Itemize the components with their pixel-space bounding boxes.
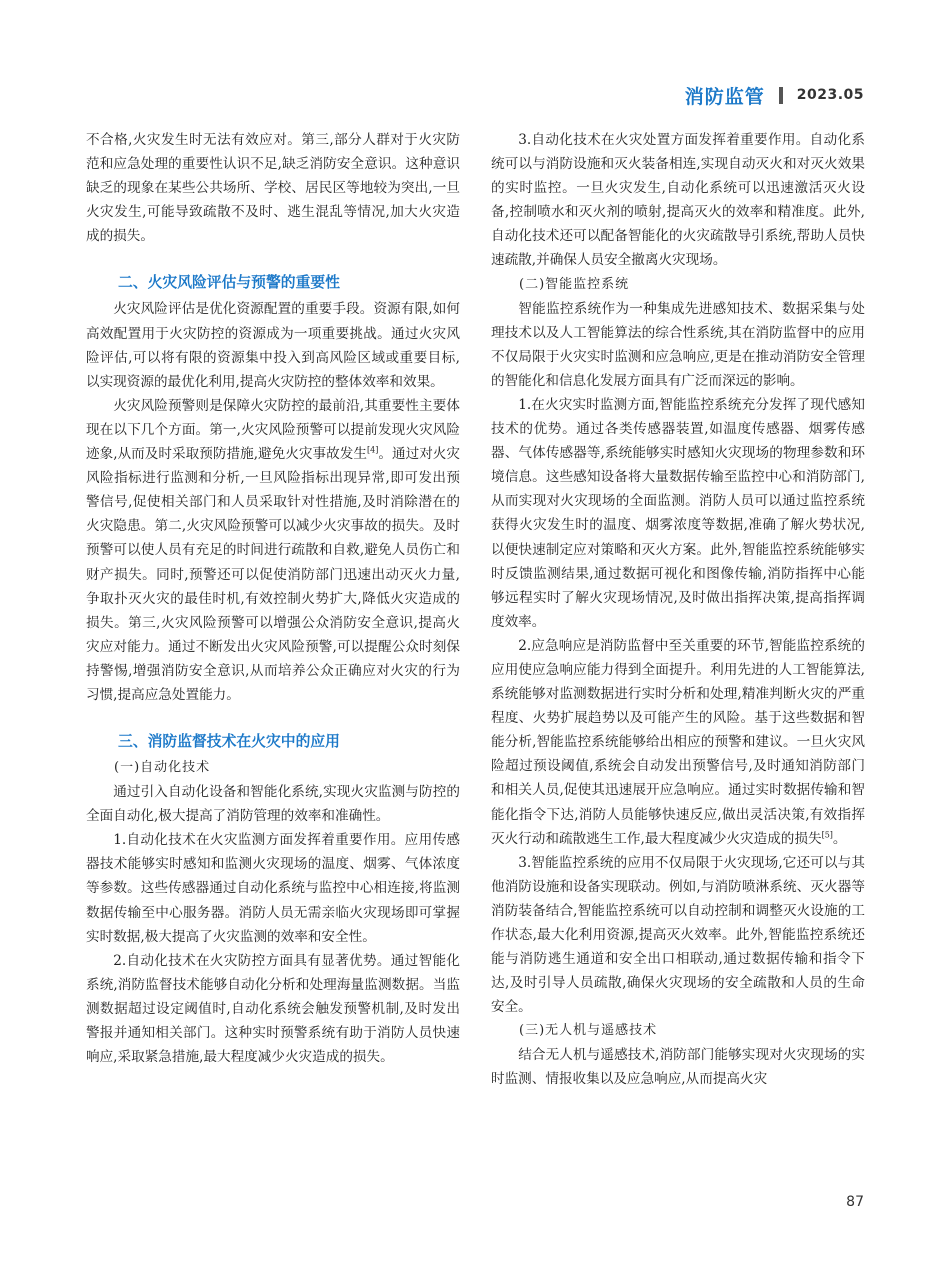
citation: [4] [366,445,379,455]
header-divider [779,87,783,104]
paragraph: 3.智能监控系统的应用不仅局限于火灾现场,它还可以与其他消防设施和设备实现联动。例如,与消防喷淋系统、灭火器等消防装备结合,智能监控系统可以自动控制和调整灭火设施的工作状态,最大化利用资源,提高灭火效率。此外,智能监控系统还能与消防逃生通道和安全出口相联动,通过数据传输和指令下达,及时引导人员疏散,确保火灾现场的安全疏散和人员的生命安全。 [491,854,865,1016]
right-column [491,128,865,1092]
paragraph: 1.在火灾实时监测方面,智能监控系统充分发挥了现代感知技术的优势。通过各类传感器装置,如温度传感器、烟雾传感器、气体传感器等,系统能够实时感知火灾现场的物理参数和环境信息。这些感知设备将大量数据传输至监控中心和消防部门,从而实现对火灾现场的全面监测。消防人员可以通过监控系统获得火灾发生时的温度、烟雾浓度等数据,准确了解火势状况,以便快速制定应对策略和灭火方案。此外,智能监控系统能够实时反馈监测结果,通过数据可视化和图像传输,消防指挥中心能够远程实时了解火灾现场情况,及时做出指挥决策,提高指挥调度效率。 [491,396,865,630]
left-column [86,128,460,1069]
paragraph-text: 2.应急响应是消防监督中至关重要的环节,智能监控系统的应用使应急响应能力得到全面提升。利用先进的人工智能算法,系统能够对监测数据进行实时分析和处理,精准判断火灾的严重程度、火势扩展趋势以及可能产生的风险。基于这些数据和智能分析,智能监控系统能够给出相应的预警和建议。一旦火灾风险超过预设阈值,系统会自动发出预警信号,及时通知消防部门和相关人员,促使其迅速展开应急响应。通过实时数据传输和智能化指令下达,消防人员能够快速反应,做出灵活决策,有效指挥灭火行动和疏散逃生工作,最大程度减少火灾造成的损失 [491,637,865,847]
paragraph [86,394,460,707]
paragraph: 智能监控系统作为一种集成先进感知技术、数据采集与处理技术以及人工智能算法的综合性系统,其在消防监督中的应用不仅局限于火灾实时监测和应急响应,更是在推动消防安全管理的智能化和信息化发展方面具有广泛而深远的影响。 [491,300,865,389]
paragraph: 结合无人机与遥感技术,消防部门能够实现对火灾现场的实时监测、情报收集以及应急响应,从而提高火灾 [491,1047,865,1088]
running-header [685,82,864,108]
paragraph-text: 。通过对火灾风险指标进行监测和分析,一旦风险指标出现异常,即可发出预警信号,促使相关部门和人员采取针对性措施,及时消除潜在的火灾隐患。第二,火灾风险预警可以减少火灾事故的损失。及时预警可以使人员有充足的时间进行疏散和自救,避免人员伤亡和财产损失。同时,预警还可以促使消防部门迅速出动灭火力量,争取扑灭火灾的最佳时机,有效控制火势扩大,降低火灾造成的损失。第三,火灾风险预警可以增强公众消防安全意识,提高火灾应对能力。通过不断发出火灾风险预警,可以提醒公众时刻保持警惕,增强消防安全意识,从而培养公众正确应对火灾的行为习惯,提高应急处置能力。 [86,446,461,703]
issue-number: 2023.05 [796,87,864,103]
paragraph: 不合格,火灾发生时无法有效应对。第三,部分人群对于火灾防范和应急处理的重要性认识不足,缺乏消防安全意识。这种意识缺乏的现象在某些公共场所、学校、居民区等地较为突出,一旦火灾发生,可能导致疏散不及时、逃生混乱等情况,加大火灾造成的损失。 [86,132,460,245]
page-number: 87 [846,1194,864,1210]
paragraph: 火灾风险评估是优化资源配置的重要手段。资源有限,如何高效配置用于火灾防控的资源成为一项重要挑战。通过火灾风险评估,可以将有限的资源集中投入到高风险区域或重要目标,以实现资源的最优化利用,提高火灾防控的整体效率和效果。 [86,301,460,390]
paragraph-text: 火灾风险预警则是保障火灾防控的最前沿,其重要性主要体现在以下几个方面。第一,火灾风险预警可以提前发现火灾风险迹象,从而及时采取预防措施,避免火灾事故发生 [86,397,460,463]
section-heading: 二、火灾风险评估与预警的重要性 [118,274,340,292]
paragraph: 1.自动化技术在火灾监测方面发挥着重要作用。应用传感器技术能够实时感知和监测火灾现场的温度、烟雾、气体浓度等参数。这些传感器通过自动化系统与监控中心相连接,将监测数据传输至中心服务器。消防人员无需亲临火灾现场即可掌握实时数据,极大提高了火灾监测的效率和安全性。 [86,832,460,945]
subsection-heading: (三)无人机与遥感技术 [519,1023,658,1039]
paragraph [491,634,865,851]
subsection-heading: (二)智能监控系统 [519,276,630,292]
section-heading: 三、消防监督技术在火灾中的应用 [118,733,340,751]
paragraph: 通过引入自动化设备和智能化系统,实现火灾监测与防控的全面自动化,极大提高了消防管理的效率和准确性。 [86,784,460,825]
paragraph-text: 。 [832,830,847,847]
citation: [5] [821,830,833,840]
journal-title: 消防监管 [684,85,765,108]
paragraph: 2.自动化技术在火灾防控方面具有显著优势。通过智能化系统,消防监督技术能够自动化分析和处理海量监测数据。当监测数据超过设定阈值时,自动化系统会触发预警机制,及时发出警报并通知相关部门。这种实时预警系统有助于消防人员快速响应,采取紧急措施,最大程度减少火灾造成的损失。 [86,952,460,1066]
subsection-heading: (一)自动化技术 [114,760,211,776]
paragraph: 3.自动化技术在火灾处置方面发挥着重要作用。自动化系统可以与消防设施和灭火装备相连,实现自动灭火和对灭火效果的实时监控。一旦火灾发生,自动化系统可以迅速激活灭火设备,控制喷水和灭火剂的喷射,提高灭火的效率和精准度。此外,自动化技术还可以配备智能化的火灾疏散导引系统,帮助人员快速疏散,并确保人员安全撤离火灾现场。 [491,132,865,269]
